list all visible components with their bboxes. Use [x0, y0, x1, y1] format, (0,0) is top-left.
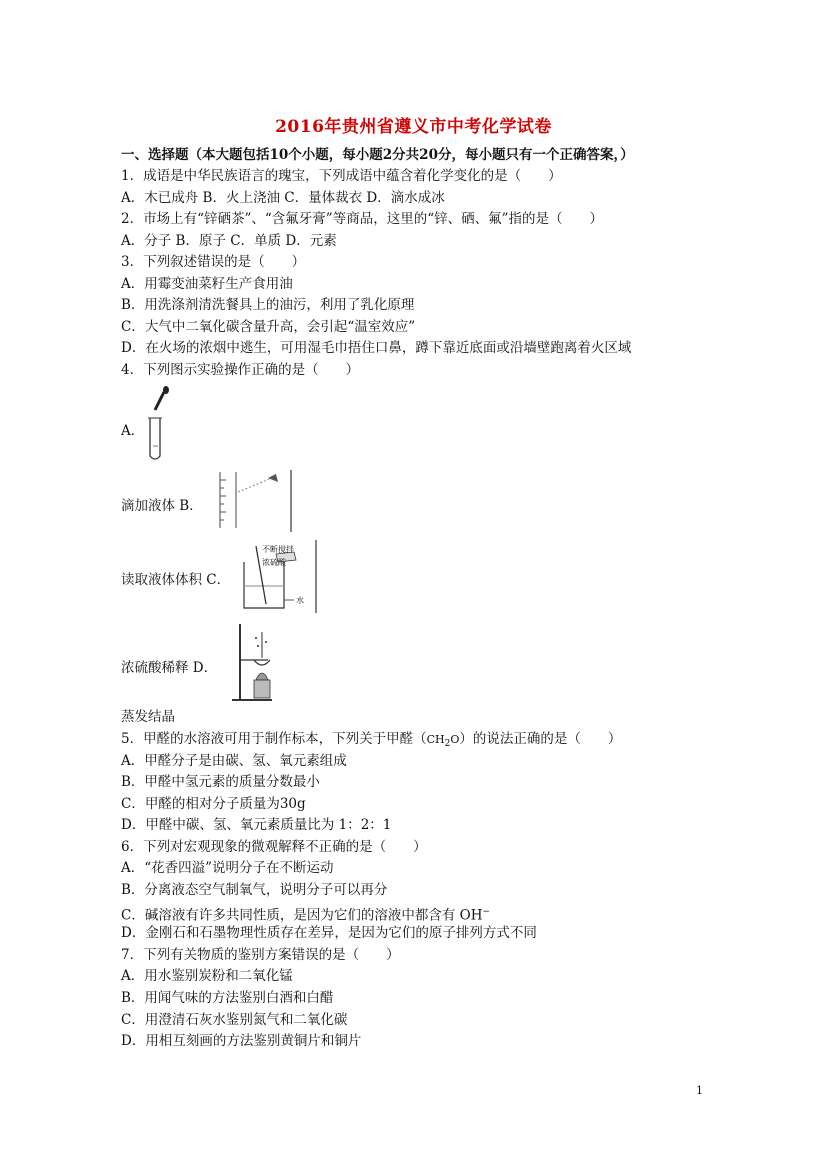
q6-option-a: A．“花香四溢”说明分子在不断运动: [121, 860, 334, 876]
q6-option-b: B．分离液态空气制氧气，说明分子可以再分: [121, 882, 388, 898]
q4-label-a: A．: [121, 423, 145, 439]
q5-option-d: D．甲醛中碳、氢、氧元素质量比为 1：2：1: [121, 817, 392, 833]
q3-stem: 3．下列叙述错误的是（ ）: [121, 254, 306, 270]
q4-label-c: 读取液体体积 C．: [121, 572, 231, 588]
q3-option-d: D．在火场的浓烟中逃生，可用湿毛巾捂住口鼻，蹲下靠近底面或沿墙壁跑离着火区域: [121, 340, 632, 356]
q5-stem-pre: 5．甲醛的水溶液可用于制作标本，下列关于甲醛（: [121, 731, 427, 747]
q4-label-b: 滴加液体 B．: [121, 498, 203, 514]
q5-formula-part-a: CH: [426, 733, 445, 746]
q7-option-c: C．用澄清石灰水鉴别氮气和二氧化碳: [121, 1012, 348, 1028]
fig-c-text-acid: 浓硫酸: [262, 558, 286, 567]
q5-formula: [426, 733, 460, 750]
page-number: 1: [696, 1084, 703, 1097]
q3-option-c: C．大气中二氧化碳含量升高，会引起“温室效应”: [121, 319, 416, 335]
q4-label-d: 浓硫酸稀释 D．: [121, 660, 218, 676]
q5-option-a: A．甲醛分子是由碳、氢、氧元素组成: [121, 753, 347, 769]
q7-option-b: B．用闻气味的方法鉴别白酒和白醋: [121, 990, 334, 1006]
q7-option-a: A．用水鉴别炭粉和二氧化锰: [121, 968, 293, 984]
q5-option-b: B．甲醛中氢元素的质量分数最小: [121, 774, 320, 790]
q5-formula-part-b: O: [450, 733, 460, 746]
q6-option-c: [121, 903, 490, 925]
q5-option-c: C．甲醛的相对分子质量为30g: [121, 796, 306, 812]
q5-formula-sub: 2: [444, 739, 451, 750]
q6-stem: 6．下列对宏观现象的微观解释不正确的是（ ）: [121, 839, 427, 855]
q3-option-b: B．用洗涤剂清洗餐具上的油污，利用了乳化原理: [121, 297, 415, 313]
evaporation-figure: [228, 622, 278, 704]
q7-stem: 7．下列有关物质的鉴别方案错误的是（ ）: [121, 947, 400, 963]
page-title: 2016年贵州省遵义市中考化学试卷: [275, 117, 552, 137]
q7-option-d: D．用相互刻画的方法鉴别黄铜片和铜片: [121, 1033, 362, 1049]
fig-c-text-water: 水: [296, 596, 304, 605]
fig-c-text-stir: 不断搅拌: [262, 545, 294, 554]
q1-options: A．木已成舟 B．火上浇油 C．量体裁衣 D．滴水成冰: [121, 190, 445, 206]
section-heading: 一、选择题（本大题包括10个小题，每小题2分共20分，每小题只有一个正确答案，）: [121, 147, 634, 163]
q4-d-caption: 蒸发结晶: [121, 709, 175, 725]
q6-option-d: D．金刚石和石墨物理性质存在差异，是因为它们的原子排列方式不同: [121, 925, 537, 941]
q6-option-c-sup: −: [482, 907, 491, 917]
cylinder-reading-figure: [210, 468, 295, 534]
q4-stem: 4．下列图示实验操作正确的是（ ）: [121, 362, 360, 378]
q2-stem: 2．市场上有“锌硒茶”、“含氟牙膏”等商品，这里的“锌、硒、氟”指的是（ ）: [121, 211, 603, 227]
q5-stem-post: ）的说法正确的是（ ）: [459, 731, 622, 747]
q3-option-a: A．用霉变油菜籽生产食用油: [121, 276, 293, 292]
q1-stem: 1．成语是中华民族语言的瑰宝，下列成语中蕴含着化学变化的是（ ）: [121, 168, 562, 184]
dropper-testtube-figure: [140, 386, 180, 464]
q5-stem: [121, 730, 621, 753]
q6-option-c-text: C．碱溶液有许多共同性质，是因为它们的溶液中都含有 OH: [121, 907, 483, 924]
q2-options: A．分子 B．原子 C．单质 D．元素: [121, 233, 337, 249]
